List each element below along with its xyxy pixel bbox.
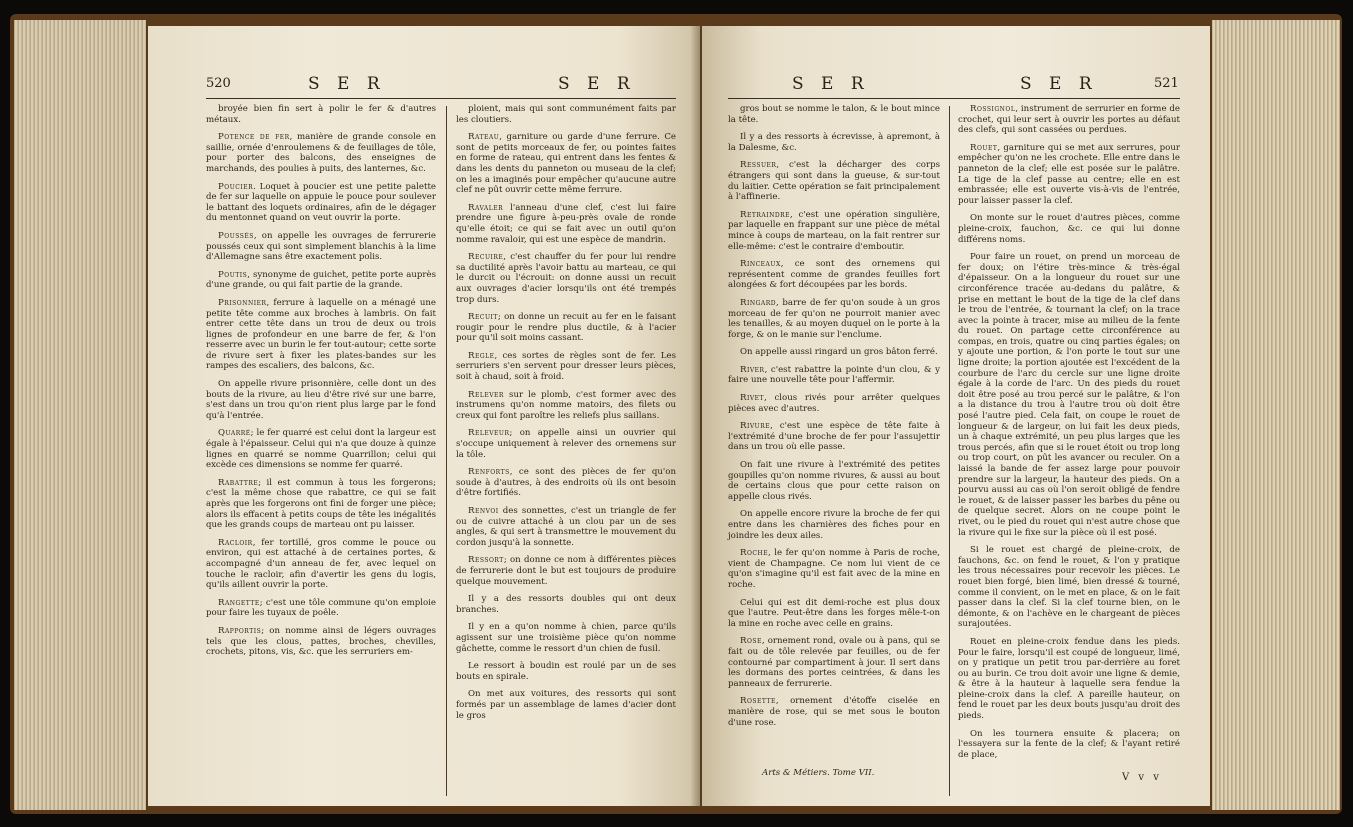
dictionary-entry bbox=[206, 538, 436, 591]
entry-headword: Rateau bbox=[468, 132, 500, 143]
entry-text: broyée bien fin sert à polir le fer & d'autres métaux. bbox=[206, 104, 436, 125]
dictionary-entry bbox=[728, 598, 940, 630]
left-page-number: 520 bbox=[206, 76, 231, 91]
entry-headword: Rabattre bbox=[218, 477, 259, 488]
entry-text: On les tournera ensuite & placera; on l'essayera sur la fente de la clef; & l'ayant retiré de place, bbox=[958, 728, 1180, 760]
entry-headword: Ringard bbox=[740, 297, 777, 308]
dictionary-entry bbox=[728, 347, 940, 358]
entry-text: ; on nomme ainsi de légers ouvrages tels que les clous, pattes, broches, chevilles, crochets, pitons, vis, &c. que les serruriers em- bbox=[206, 625, 436, 658]
dictionary-entry bbox=[456, 390, 676, 422]
entry-headword: Rivet bbox=[740, 393, 765, 404]
dictionary-entry bbox=[728, 210, 940, 252]
dictionary-entry bbox=[456, 428, 676, 460]
dictionary-entry bbox=[456, 594, 676, 615]
dictionary-entry bbox=[456, 252, 676, 305]
entry-text: , ce sont des ornemens qui représentent comme de grandes feuilles fort alongées & fort découpées par les bords. bbox=[728, 259, 940, 291]
right-running-head-1: S E R bbox=[792, 74, 870, 94]
entry-text: Il y a des ressorts doubles qui ont deux branches. bbox=[456, 594, 676, 615]
right-page-column-2 bbox=[958, 104, 1180, 767]
entry-text: ; on appelle ainsi un ouvrier qui s'occupe uniquement à relever des ornemens sur la tôle. bbox=[456, 428, 676, 460]
entry-text: On appelle aussi ringard un gros bâton ferré. bbox=[740, 347, 938, 358]
dictionary-entry bbox=[206, 428, 436, 470]
entry-text: , c'est une espèce de tête faite à l'extrémité d'une broche de fer pour l'assujettir dans un trou où elle passe. bbox=[728, 421, 940, 453]
dictionary-entry bbox=[456, 132, 676, 196]
entry-headword: Rapportis bbox=[218, 625, 262, 636]
entry-headword: Poutis bbox=[218, 269, 248, 280]
right-head-rule bbox=[728, 98, 1180, 99]
dictionary-entry bbox=[456, 351, 676, 383]
dictionary-entry bbox=[958, 252, 1180, 538]
dictionary-entry bbox=[456, 104, 676, 125]
entry-text: l'anneau d'une clef, c'est lui faire prendre une figure à-peu-près ovale de ronde qu'elle étoit; ce qui se fait avec un outil qu'on nomme ravaloir, qui est une espèce de mandrin. bbox=[456, 202, 676, 245]
entry-headword: River bbox=[740, 364, 765, 375]
dictionary-entry bbox=[456, 689, 676, 721]
dictionary-entry bbox=[728, 421, 940, 453]
dictionary-entry bbox=[456, 506, 676, 548]
entry-headword: Rossignol bbox=[970, 104, 1016, 114]
left-running-head-2: S E R bbox=[558, 74, 636, 94]
entry-text: , clous rivés pour arrêter quelques pièces avec d'autres. bbox=[728, 393, 940, 414]
entry-headword: Regle bbox=[468, 350, 495, 361]
dictionary-entry bbox=[728, 298, 940, 340]
entry-text: , fer tortillé, gros comme le pouce ou environ, qui est attaché à de certaines portes, & accompagné d'un anneau de fer, avec lequel on touche le racloir, afin d'avertir les gens du logis, qu'ils aillent ouvrir la porte. bbox=[206, 537, 436, 591]
entry-headword: Releveur bbox=[468, 428, 510, 439]
dictionary-entry bbox=[456, 661, 676, 682]
dictionary-entry bbox=[728, 393, 940, 414]
entry-headword: Recuire bbox=[468, 252, 504, 263]
entry-text: Pour faire un rouet, on prend un morceau de fer doux; on l'étire très-mince & très-égal d'épaisseur. On a la longueur du rouet sur une circonférence tracée au-dedans du palâtre, & prise en mettant le bout de la tige de la clef dans le trou de l'entrée, & tournant la clef; on la trace avec la pointe à tracer, mise au milieu de la fente du rouet. On partage cette circonférence au compas, en trois, quatre ou cinq parties égales; on y ajoute une portion, & l'on porte le tout sur une ligne droite; la portion ajoutée est l'excédent de la courbure de l'arc du cercle sur une ligne droite égale à la corde de l'arc. Un des pieds du rouet doit être posé au trou percé sur le palâtre, & l'on a la distance du trou à l'autre trou où doit être posé l'autre pied. Cela fait, on coupe le rouet de longueur & de largeur, on lui fait les deux pieds, un à chaque extrémité, un peu plus larges que les trous percés, afin que si le rouet étoit ou trop long ou trop court, on pût les avancer ou reculer. On a laissé la bande de fer assez large pour pouvoir prendre sur la largeur, la hauteur des pieds. On a pourvu aussi au cas où l'on seroit obligé de fendre le rouet, & de laisser passer les barbes du pêne ou de quelque secret. Alors on ne coupe point le rivet, ou le pied du rouet qui n'est autre chose que la rivure qui le fixe sur la pièce où il est posé. bbox=[958, 252, 1180, 538]
entry-text: On appelle rivure prisonnière, celle dont un des bouts de la rivure, au lieu d'être rivé sur une barre, s'est dans un trou qu'on rient plus large par le fond qu'à l'entrée. bbox=[206, 379, 436, 421]
entry-text: Il y a des ressorts à écrevisse, à apremont, à la Dalesme, &c. bbox=[728, 132, 940, 153]
dictionary-entry bbox=[728, 132, 940, 153]
entry-text: , garniture qui se met aux serrures, pour empêcher qu'on ne les crochete. Elle entre dans le panneton de la clef; elle est posée sur le palâtre. La tige de la clef passe au centre; elle en est embrassée; elle est ouverte vis-à-vis de l'entrée, pour laisser passer la clef. bbox=[958, 142, 1180, 206]
entry-text: ; le fer quarré est celui dont la largeur est égale à l'épaisseur. Celui qui n'a que douze à quinze lignes en quarré se nomme Quarrillon; celui qui excède ces dimensions se nomme fer quarré. bbox=[206, 428, 436, 471]
entry-headword: Prisonnier bbox=[218, 297, 267, 308]
right-page-edges bbox=[1212, 20, 1340, 810]
left-page-column-2 bbox=[456, 104, 676, 728]
entry-text: , ces sortes de règles sont de fer. Les serruriers s'en servent pour dresser leurs pièces, soit à chaud, soit à froid. bbox=[456, 350, 676, 383]
entry-headword: Retraindre bbox=[740, 209, 791, 220]
left-column-divider bbox=[446, 106, 447, 796]
dictionary-entry bbox=[206, 626, 436, 658]
entry-text: ploient, mais qui sont communément faits par les cloutiers. bbox=[456, 104, 676, 125]
entry-headword: Quarré bbox=[218, 428, 251, 439]
dictionary-entry bbox=[456, 555, 676, 587]
entry-headword: Ressuer bbox=[740, 160, 777, 171]
dictionary-entry bbox=[206, 298, 436, 372]
dictionary-entry bbox=[728, 509, 940, 541]
entry-text: , on appelle les ouvrages de ferrurerie poussés ceux qui sont simplement blanchis à la lime d'Allemagne sans être exactement polis. bbox=[206, 230, 436, 263]
left-head-rule bbox=[206, 98, 676, 99]
dictionary-entry bbox=[206, 182, 436, 224]
entry-text: On appelle encore rivure la broche de fer qui entre dans les charnières des fiches pour en joindre les deux ailes. bbox=[728, 509, 940, 541]
entry-headword: Rivure bbox=[740, 421, 771, 432]
dictionary-entry bbox=[456, 622, 676, 654]
entry-headword: Poucier bbox=[218, 181, 254, 192]
entry-headword: Rouet bbox=[970, 142, 998, 153]
entry-headword: Poussés bbox=[218, 230, 254, 241]
entry-headword: Racloir bbox=[218, 537, 253, 548]
entry-text: , le fer qu'on nomme à Paris de roche, vient de Champagne. Ce nom lui vient de ce qu'on s'imagine qu'il est fait avec de la mine en roche. bbox=[728, 548, 940, 590]
entry-text: , ornement d'étoffe ciselée en manière de rose, qui se met sous le bouton d'une rose. bbox=[728, 696, 940, 728]
entry-headword: Ravaler bbox=[468, 202, 504, 213]
dictionary-entry bbox=[728, 548, 940, 590]
entry-text: . Loquet à poucier est une petite palette de fer sur laquelle on appuie le pouce pour soulever le battant des loquets ordinaires, afin de le dégager du mentonnet quand on veut ouvrir la porte. bbox=[206, 181, 436, 224]
dictionary-entry bbox=[958, 143, 1180, 207]
entry-text: , garniture ou garde d'une ferrure. Ce sont de petits morceaux de fer, ou pointes faites en forme de rateau, qui entrent dans les fentes & dans les dents du panneton ou museau de la clef; on les a imaginés pour empêcher qu'aucune autre clef ne pût ouvrir cette même ferrure. bbox=[456, 132, 676, 196]
dictionary-entry bbox=[206, 132, 436, 174]
entry-text: , c'est une opération singulière, par laquelle en frappant sur une pièce de métal mince à coups de marteau, on la fait rentrer sur elle-même: c'est le contraire d'emboutir. bbox=[728, 209, 940, 252]
signature-mark: V v v bbox=[1122, 772, 1162, 783]
entry-text: ; c'est une tôle commune qu'on emploie pour faire les tuyaux de poêle. bbox=[206, 597, 436, 619]
left-page bbox=[148, 26, 700, 806]
dictionary-entry bbox=[958, 104, 1180, 136]
entry-headword: Rangette bbox=[218, 597, 260, 608]
dictionary-entry bbox=[206, 598, 436, 619]
dictionary-entry bbox=[728, 160, 940, 202]
dictionary-entry bbox=[958, 213, 1180, 245]
entry-text: Celui qui est dit demi-roche est plus doux que l'autre. Peut-être dans les forges mêle-t-on la mine en roche avec celle en grains. bbox=[728, 597, 940, 629]
entry-text: ; on donne un recuit au fer en le faisant rougir pour le rendre plus ductile, & à l'acier pour qu'il soit moins cassant. bbox=[456, 312, 676, 344]
entry-headword: Renforts bbox=[468, 467, 510, 478]
dictionary-entry bbox=[728, 696, 940, 728]
right-running-head-2: S E R bbox=[1020, 74, 1098, 94]
entry-headword: Potence de fer bbox=[218, 132, 290, 143]
entry-text: , ornement rond, ovale ou à pans, qui se fait ou de tôle relevée par feuilles, ou de fer contourné par compartiment à jour. Il sert dans les dormans des portes ceintrées, & dans les panneaux de ferrurerie. bbox=[728, 636, 940, 689]
entry-text: On fait une rivure à l'extrémité des petites goupilles qu'on nomme rivures, & aussi au bout de certains clous que pour cette raison on appelle clous rivés. bbox=[728, 460, 940, 502]
dictionary-entry bbox=[958, 545, 1180, 630]
dictionary-entry bbox=[206, 104, 436, 125]
entry-text: , ce sont des pièces de fer qu'on soude à d'autres, à des endroits où ils ont besoin d'être fortifiés. bbox=[456, 467, 676, 499]
entry-text: sur le plomb, c'est former avec des instrumens qu'on nomme matoirs, des filets ou creux qui font paroître les reliefs plus saillans. bbox=[456, 389, 676, 421]
entry-text: On monte sur le rouet d'autres pièces, comme pleine-croix, fauchon, &c. ce qui lui donne différens noms. bbox=[958, 213, 1180, 245]
right-page-column-1 bbox=[728, 104, 940, 735]
entry-text: Il y en a qu'on nomme à chien, parce qu'ils agissent sur une troisième pièce qu'on nomme gâchette, comme le ressort d'un chien de fusil. bbox=[456, 622, 676, 654]
entry-headword: Rose bbox=[740, 636, 762, 647]
entry-text: , barre de fer qu'on soude à un gros morceau de fer qu'on ne pourroit manier avec les tenailles, & au moyen duquel on le porte à la forge, & on le manie sur l'enclume. bbox=[728, 297, 940, 340]
right-page bbox=[702, 26, 1210, 806]
entry-headword: Rinceaux bbox=[740, 259, 781, 270]
entry-text: , c'est la décharger des corps étrangers qui sont dans la gueuse, & sur-tout du laitier. Cette opération se fait principalement à l'affinerie. bbox=[728, 160, 940, 203]
entry-text: des sonnettes, c'est un triangle de fer ou de cuivre attaché à un clou par un de ses angles, & qui sert à transmettre le mouvement du cordon jusqu'à la sonnette. bbox=[456, 506, 676, 548]
entry-text: , synonyme de guichet, petite porte auprès d'une grande, ou qui fait partie de la grande. bbox=[206, 269, 436, 291]
entry-headword: Rosette bbox=[740, 696, 776, 707]
dictionary-entry bbox=[206, 478, 436, 531]
left-running-head-1: S E R bbox=[308, 74, 386, 94]
entry-headword: Ressort bbox=[468, 555, 504, 566]
dictionary-entry bbox=[728, 636, 940, 689]
dictionary-entry bbox=[728, 259, 940, 291]
entry-headword: Relever bbox=[468, 389, 504, 400]
dictionary-entry bbox=[206, 270, 436, 291]
entry-text: , c'est rabattre la pointe d'un clou, & y faire une nouvelle tête pour l'affermir. bbox=[728, 364, 940, 386]
entry-headword: Renvoi bbox=[468, 506, 499, 516]
dictionary-entry bbox=[206, 231, 436, 263]
dictionary-entry bbox=[456, 467, 676, 499]
dictionary-entry bbox=[206, 379, 436, 421]
page-footer-title: Arts & Métiers. Tome VII. bbox=[762, 768, 875, 778]
entry-text: , c'est chauffer du fer pour lui rendre sa ductilité après l'avoir battu au marteau, ce qui le durcit ou l'écrouit: on donne aussi un recuit aux ouvrages d'acier lorsqu'ils ont été trempés trop durs. bbox=[456, 252, 676, 305]
dictionary-entry bbox=[728, 104, 940, 125]
entry-text: Rouet en pleine-croix fendue dans les pieds. Pour le faire, lorsqu'il est coupé de longueur, limé, on y pratique un petit trou par-derrière au foret ou au burin. Ce trou doit avoir une ligne & demie, & être à la hauteur à laquelle sera fendue la pleine-croix dans la clef. A pareille hauteur, on fend le rouet par les deux bouts jusqu'au droit des pieds. bbox=[958, 636, 1180, 722]
entry-text: , manière de grande console en saillie, ornée d'enroulemens & de feuillages de tôle, pour porter des balcons, des enseignes de marchands, des poulies à puits, des lanternes, &c. bbox=[206, 132, 436, 174]
dictionary-entry bbox=[456, 203, 676, 245]
entry-text: , ferrure à laquelle on a ménagé une petite tête comme aux broches à lambris. On fait entrer cette tête dans un trou de deux ou trois lignes de profondeur en une barre de fer, & l'on resserre avec un burin le fer tout-autour; cette sorte de rivure sert à fixer les plates-bandes sur les rampes des escaliers, des balcons, &c. bbox=[206, 297, 436, 372]
entry-headword: Recuit bbox=[468, 312, 498, 323]
dictionary-entry bbox=[456, 312, 676, 344]
left-page-column-1 bbox=[206, 104, 436, 665]
entry-text: ; il est commun à tous les forgerons; c'est la même chose que rabattre, ce qui se fait après que les forgerons ont fini de forger une pièce; alors ils effacent à petits coups de tête les inégalités que les grands coups de marteau ont pu laisser. bbox=[206, 477, 436, 531]
entry-text: Si le rouet est chargé de pleine-croix, de fauchons, &c. on fend le rouet, & l'on y pratique les trous nécessaires pour recevoir les pièces. Le rouet bien forgé, bien limé, bien dressé & tourné, comme il convient, on le met en place, & on le fait passer dans la clef. Si la clef tourne bien, on le démonte, & on l'achève en le chargeant de pièces surajoutées. bbox=[958, 545, 1180, 630]
entry-text: gros bout se nomme le talon, & le bout mince la tête. bbox=[728, 104, 940, 125]
entry-text: Le ressort à boudin est roulé par un de ses bouts en spirale. bbox=[456, 661, 676, 682]
dictionary-entry bbox=[958, 729, 1180, 761]
right-page-number: 521 bbox=[1154, 76, 1179, 91]
entry-text: , instrument de serrurier en forme de crochet, qui leur sert à ouvrir les portes au défaut des clefs, qui sont cassées ou perdues. bbox=[958, 104, 1180, 136]
right-column-divider bbox=[949, 106, 950, 796]
entry-text: On met aux voitures, des ressorts qui sont formés par un assemblage de lames d'acier dont le gros bbox=[456, 689, 676, 721]
dictionary-entry bbox=[728, 365, 940, 386]
entry-headword: Roche bbox=[740, 548, 769, 559]
dictionary-entry bbox=[728, 460, 940, 502]
dictionary-entry bbox=[958, 637, 1180, 722]
entry-text: ; on donne ce nom à différentes pièces de ferrurerie dont le but est toujours de produire quelque mouvement. bbox=[456, 555, 676, 587]
left-page-edges bbox=[14, 20, 146, 810]
